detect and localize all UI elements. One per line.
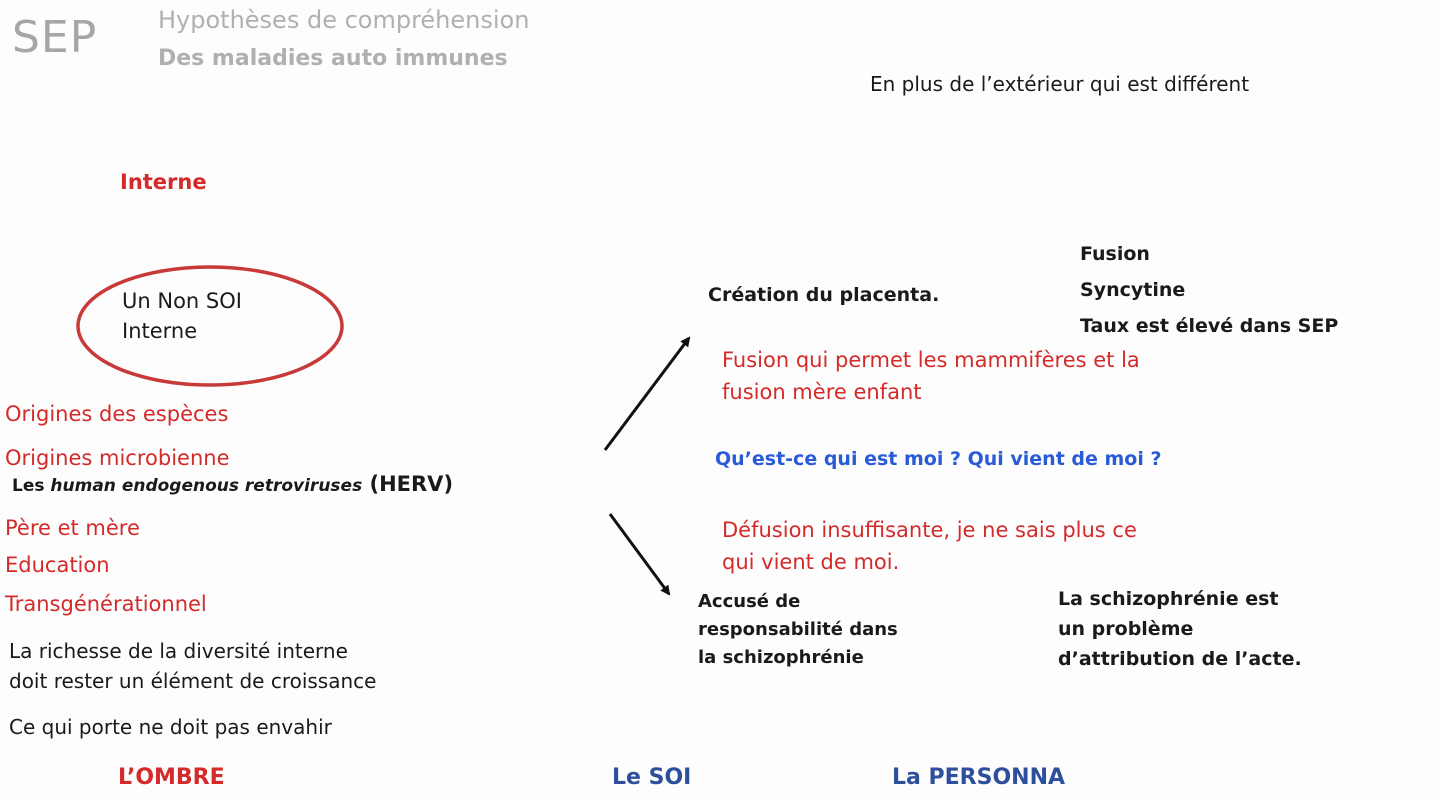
herv-prefix: Les <box>12 476 51 496</box>
creation-placenta: Création du placenta. <box>708 284 940 306</box>
fusion-permet-text: Fusion qui permet les mammifères et la fusion mère enfant <box>722 348 1140 404</box>
herv-acronym: (HERV) <box>362 472 454 496</box>
origin-pere-mere: Père et mère <box>5 516 140 540</box>
richesse-text: La richesse de la diversité interne doit rester un élément de croissance <box>9 639 377 693</box>
origin-education: Education <box>5 553 110 577</box>
header-title-line2: Des maladies auto immunes <box>158 46 508 71</box>
personna-label: La PERSONNA <box>892 765 1066 790</box>
origin-especes: Origines des espèces <box>5 402 229 426</box>
origin-transgenerationnel: Transgénérationnel <box>5 592 207 616</box>
defusion-text: Défusion insuffisante, je ne sais plus ce qui vient de moi. <box>722 518 1137 574</box>
sep-logo: SEP <box>12 12 98 63</box>
arrow-down <box>610 514 669 594</box>
ce-qui-porte-text: Ce qui porte ne doit pas envahir <box>9 715 332 739</box>
schizophrenie-text: La schizophrénie est un problème d’attribution de l’acte. <box>1058 588 1302 670</box>
accuse-text: Accusé de responsabilité dans la schizophrénie <box>698 591 898 668</box>
question-text: Qu’est-ce qui est moi ? Qui vient de moi ? <box>715 448 1162 470</box>
fusion-list: Fusion Syncytine Taux est élevé dans SEP <box>1080 243 1339 337</box>
origin-microbienne: Origines microbienne <box>5 446 230 470</box>
herv-italic: human endogenous retroviruses <box>50 476 363 496</box>
soi-label: Le SOI <box>612 765 692 790</box>
ombre-label: L’OMBRE <box>118 765 225 790</box>
interne-title: Interne <box>120 170 207 194</box>
header-title-line1: Hypothèses de compréhension <box>158 6 530 34</box>
arrow-up <box>605 338 689 450</box>
non-soi-label: Un Non SOI Interne <box>122 289 242 343</box>
header-right-note: En plus de l’extérieur qui est différent <box>870 72 1250 96</box>
